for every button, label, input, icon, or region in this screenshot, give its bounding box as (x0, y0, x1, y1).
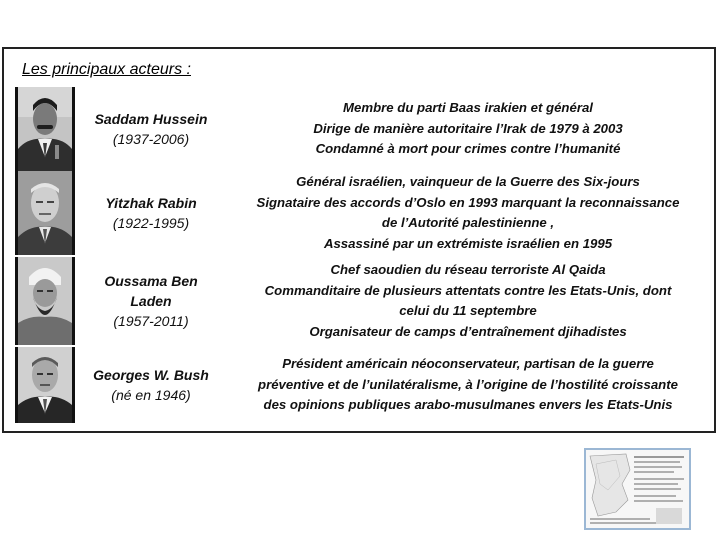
saddam-portrait (15, 87, 75, 171)
bush-portrait (15, 347, 75, 423)
slide-thumbnail-image (586, 450, 689, 528)
description-line: Membre du parti Baas irakien et général (343, 100, 593, 116)
ben-laden-portrait (15, 257, 75, 345)
actor-dates: (1957-2011) (113, 313, 189, 329)
actor-name-cell (80, 171, 222, 255)
description-line: Commanditaire de plusieurs attentats contre les Etats-Unis, dont (264, 282, 672, 298)
bush-portrait-image (18, 347, 72, 423)
actor-name-cell (80, 347, 222, 423)
actor-name-cell (80, 255, 222, 347)
actor-name: Oussama Ben (104, 273, 198, 289)
description-line: des opinions publiques arabo-musulmanes envers les Etats-Unis (263, 397, 673, 413)
description-line: Assassiné par un extrémiste israélien en 1995 (323, 235, 613, 251)
actor-description (228, 87, 708, 171)
actor-row-ben-laden (4, 255, 714, 347)
description-line: Organisateur de camps d’entraînement djihadistes (309, 323, 627, 339)
description-line: Dirige de manière autoritaire l’Irak de 1979 à 2003 (313, 120, 623, 136)
saddam-portrait-image (18, 87, 72, 171)
description-line: préventive et de l’unilatéralisme, à l’origine de l’hostilité croissante (258, 376, 678, 392)
actor-dates: (1937-2006) (112, 131, 190, 147)
actor-description (228, 171, 708, 255)
actor-name: Yitzhak Rabin (105, 195, 197, 211)
rabin-portrait (15, 171, 75, 255)
actor-name: Georges W. Bush (93, 367, 209, 383)
actor-row-rabin (4, 171, 714, 255)
actor-description (228, 347, 708, 423)
actor-row-saddam (4, 87, 714, 171)
description-line: Condamné à mort pour crimes contre l’humanité (315, 141, 621, 157)
section-title: Les principaux acteurs : (22, 61, 191, 78)
description-line: celui du 11 septembre (399, 303, 537, 318)
rabin-portrait-image (18, 171, 72, 255)
description-line: Président américain néoconservateur, partisan de la guerre (282, 356, 654, 372)
actors-frame (2, 47, 716, 433)
actor-name-cell (80, 87, 222, 171)
actor-dates: (1922-1995) (112, 215, 190, 231)
description-line: Général israélien, vainqueur de la Guerre des Six-jours (296, 174, 640, 189)
actor-description (228, 255, 708, 347)
ben-laden-portrait-image (18, 257, 72, 345)
actor-name: Saddam Hussein (94, 111, 208, 127)
slide-thumbnail[interactable] (584, 448, 691, 530)
actor-dates: (né en 1946) (111, 387, 191, 403)
actor-row-bush (4, 347, 714, 425)
description-line: Signataire des accords d’Oslo en 1993 marquant la reconnaissance (256, 194, 680, 210)
actor-name: Laden (130, 293, 172, 309)
description-line: Chef saoudien du réseau terroriste Al Qaida (330, 262, 606, 277)
description-line: de l’Autorité palestinienne , (381, 215, 555, 230)
